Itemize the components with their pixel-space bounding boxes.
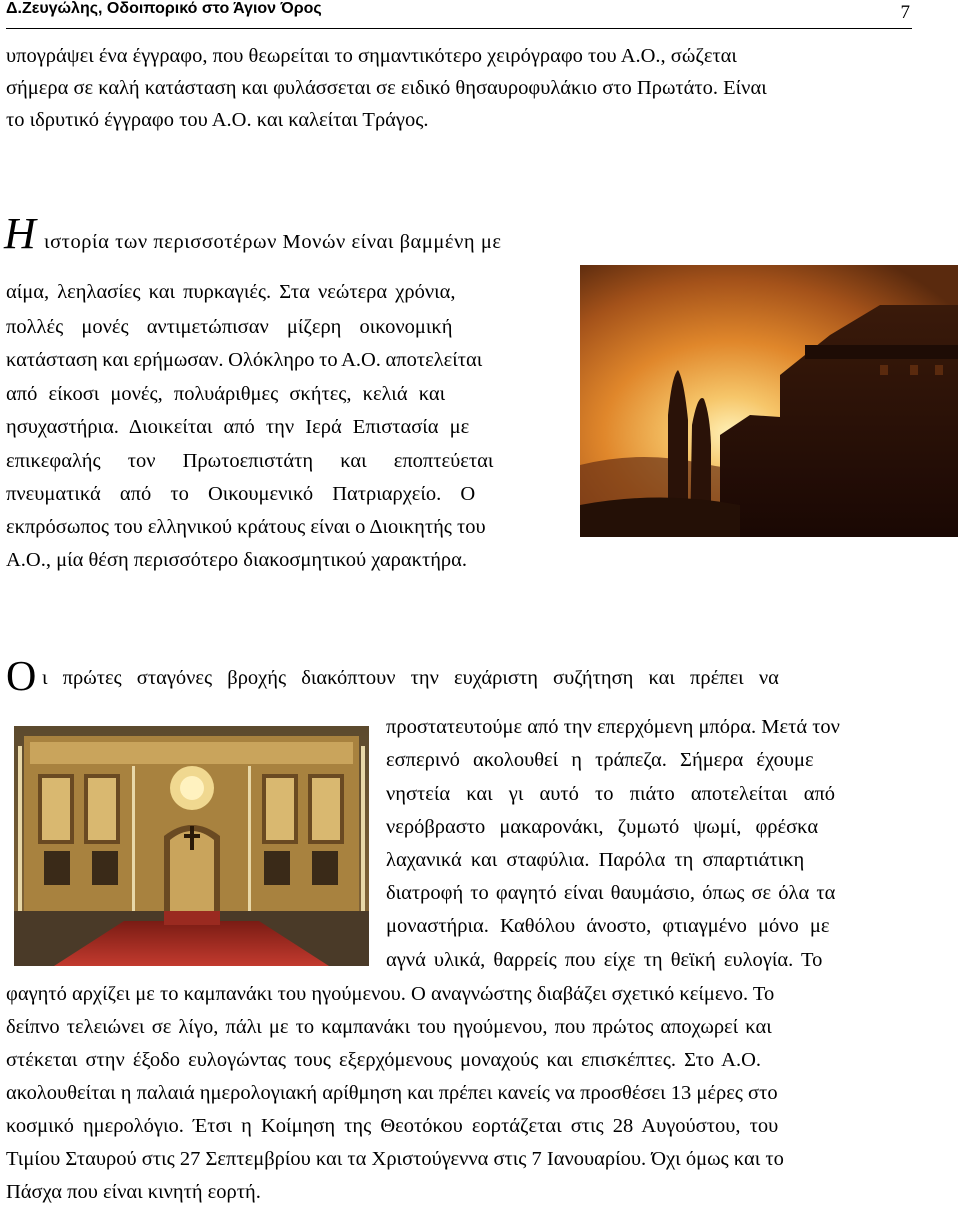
text-line: επικεφαλής τον Πρωτοεπιστάτη και εποπτεύεται [6,450,494,472]
text-line: εσπερινό ακολουθεί η τράπεζα. Σήμερα έχουμε [386,749,814,771]
text-line: δείπνο τελειώνει σε λίγο, πάλι με το καμπανάκι του ηγούμενου, που πρώτος αποχωρεί και [6,1016,772,1038]
text-line: κοσμικό ημερολόγιο. Έτσι η Κοίμηση της Θεοτόκου εορτάζεται στις 28 Αυγούστου, του [6,1115,779,1137]
header-title: Δ.Ζευγώλης, Οδοιπορικό στο Άγιον Όρος [6,0,322,17]
text-line: από είκοσι μονές, πολυάριθμες σκήτες, κελιά και [6,383,446,405]
text-line: προστατευτούμε από την επερχόμενη μπόρα. Μετά τον [386,716,840,738]
text-line: αίμα, λεηλασίες και πυρκαγιές. Στα νεώτερα χρόνια, [6,281,456,303]
text-line: Α.Ο., μία θέση περισσότερο διακοσμητικού χαρακτήρα. [6,549,468,571]
text-line: ι πρώτες σταγόνες βροχής διακόπτουν την ευχάριστη συζήτηση και πρέπει να [42,667,779,689]
text-line: διατροφή το φαγητό είναι θαυμάσιο, όπως σε όλα τα [386,882,836,904]
text-line: Πάσχα που είναι κινητή εορτή. [6,1181,261,1203]
text-line: πνευματικά από το Οικουμενικό Πατριαρχείο. Ο [6,483,476,505]
text-line: φαγητό αρχίζει με το καμπανάκι του ηγούμενου. Ο αναγνώστης διαβάζει σχετικό κείμενο. Το [6,983,775,1005]
sunset-monastery-photo [580,265,958,537]
text-line: πολλές μονές αντιμετώπισαν μίζερη οικονομική [6,316,453,338]
header-rule [6,28,912,29]
text-line: νηστεία και γι αυτό το πιάτο αποτελείται από [386,783,836,805]
dropcap-letter: Ο [6,654,37,700]
text-line: εκπρόσωπος του ελληνικού κράτους είναι ο Διοικητής του [6,516,486,538]
text-line: κατάσταση και ερήμωσαν. Ολόκληρο το Α.Ο. αποτελείται [6,349,483,371]
church-iconostasis-photo [14,726,369,966]
text-line: στέκεται στην έξοδο ευλογώντας τους εξερχόμενους μοναχούς και επισκέπτες. Στο Α.Ο. [6,1049,761,1071]
text-line: Τιμίου Σταυρού στις 27 Σεπτεμβρίου και τα Χριστούγεννα στις 7 Ιανουαρίου. Όχι όμως και το [6,1148,784,1170]
text-line: ακολουθείται η παλαιά ημερολογιακή αρίθμηση και πρέπει κανείς να προσθέσει 13 μέρες στο [6,1082,778,1104]
text-line: σήμερα σε καλή κατάσταση και φυλάσσεται σε ειδικό θησαυροφυλάκιο στο Πρωτάτο. Είναι [6,77,767,99]
text-line: ιστορία των περισσοτέρων Μονών είναι βαμμένη με [44,231,502,253]
dropcap-letter: Η [4,209,36,258]
page-number: 7 [900,2,910,23]
text-line: ησυχαστήρια. Διοικείται από την Ιερά Επιστασία με [6,416,470,438]
text-line: υπογράψει ένα έγγραφο, που θεωρείται το σημαντικότερο χειρόγραφο του Α.Ο., σώζεται [6,45,737,67]
text-line: νερόβραστο μακαρονάκι, ζυμωτό ψωμί, φρέσκα [386,816,819,838]
text-line: το ιδρυτικό έγγραφο του Α.Ο. και καλείται Τράγος. [6,109,429,131]
text-line: μοναστήρια. Καθόλου άνοστο, φτιαγμένο μόνο με [386,915,830,937]
text-line: λαχανικά και σταφύλια. Παρόλα τη σπαρτιάτικη [386,849,805,871]
text-line: αγνά υλικά, θαρρείς που είχε τη θεϊκή ευλογία. Το [386,949,823,971]
